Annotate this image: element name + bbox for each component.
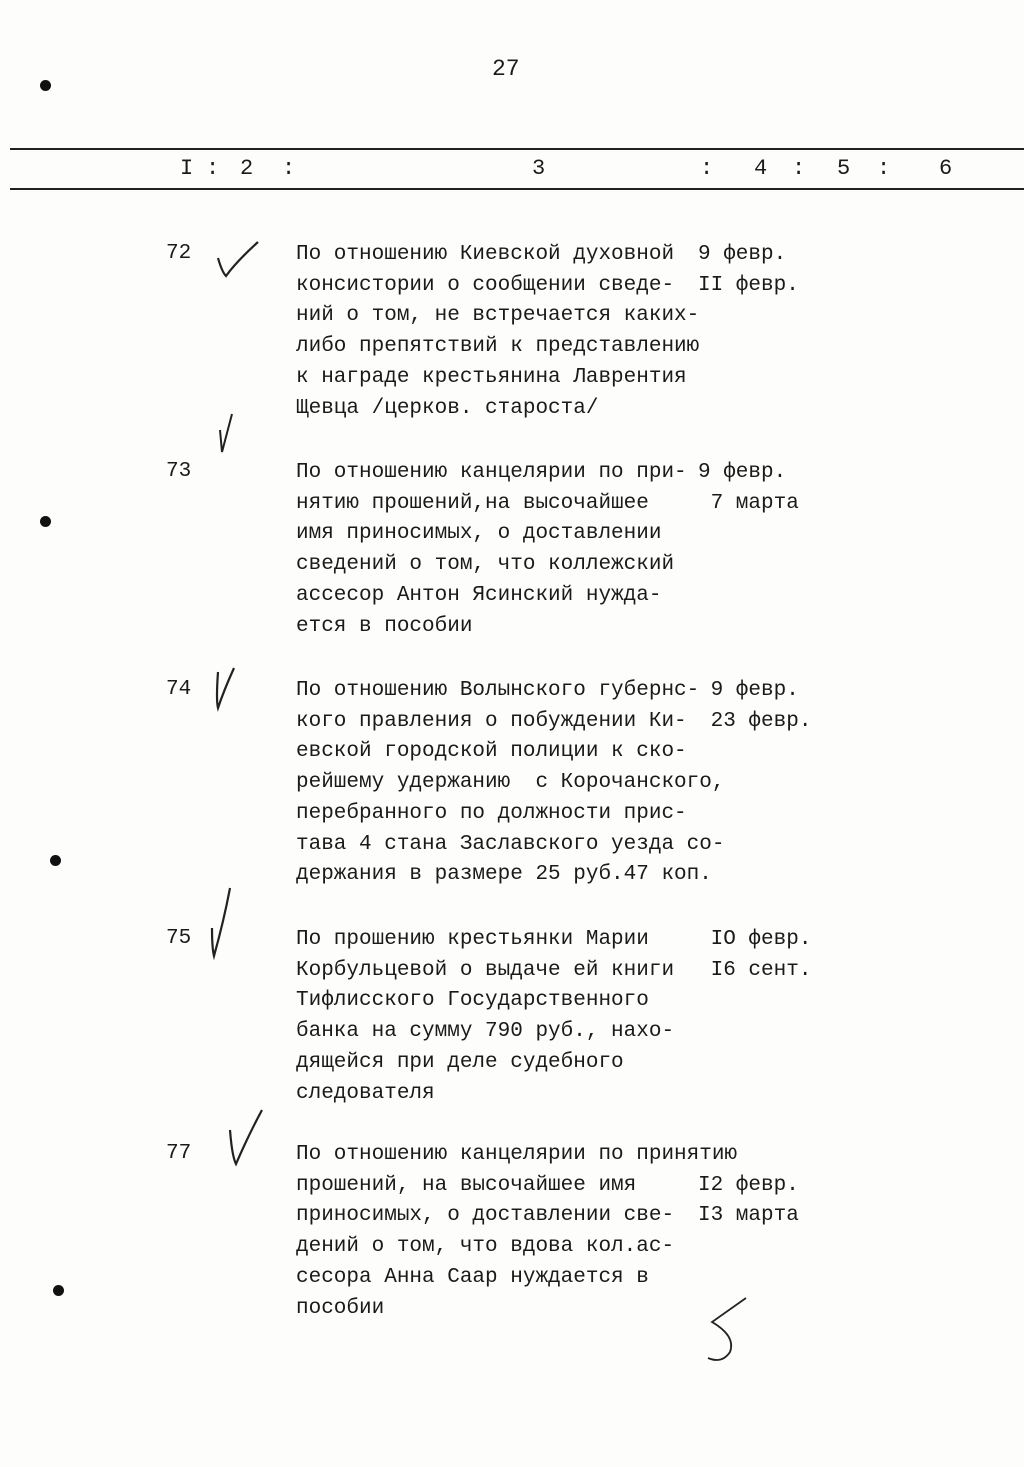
checkmark-icon <box>230 1110 262 1164</box>
entry-date: I6 сент. <box>698 958 812 982</box>
entry-text-line: дящейся при деле судебного <box>296 1050 624 1074</box>
column-separator: : <box>877 156 891 181</box>
entry-text-line: сесора Анна Саар нуждается в <box>296 1265 649 1289</box>
entry-text-line: имя приносимых, о доставлении <box>296 522 662 546</box>
entry-text-line: банка на сумму 790 руб., нахо- <box>296 1020 675 1044</box>
entry-text-line: сведений о том, что коллежский <box>296 553 675 577</box>
entry-text-line: По отношению Волынского губернс- <box>296 679 700 702</box>
entry-number: 73 <box>166 460 192 483</box>
entry-date: 9 февр. <box>698 243 787 266</box>
entry-text-line: ассесор Антон Ясинский нужда- <box>296 583 662 607</box>
entry-text-line: к награде крестьянина Лаврентия <box>296 365 687 389</box>
entry-text-line: приносимых, о доставлении све- <box>296 1204 675 1228</box>
checkmark-icon <box>217 668 234 708</box>
entry-date: I3 марта <box>698 1204 799 1228</box>
entry-text-line: По прошению крестьянки Марии <box>296 928 649 951</box>
entry-text-line: следователя <box>296 1081 435 1105</box>
entry-text-line: Корбульцевой о выдаче ей книги <box>296 958 675 982</box>
entry-text-line: рейшему удержанию с Корочанского, <box>296 771 725 795</box>
page-number: 27 <box>492 56 520 82</box>
entry-text-line: перебранного по должности прис- <box>296 801 687 825</box>
checkmark-icon <box>220 414 232 452</box>
entry-text-line: держания в размере 25 руб.47 коп. <box>296 863 712 887</box>
entry-text-line: Тифлисского Государственного <box>296 989 649 1013</box>
entry-text-line: По отношению канцелярии по принятию <box>296 1143 738 1166</box>
column-3-label: 3 <box>532 156 546 181</box>
entry-text-line: кого правления о побуждении Ки- <box>296 709 687 733</box>
entry-number: 77 <box>166 1142 192 1165</box>
column-separator: : <box>282 156 296 181</box>
margin-note-five <box>708 1298 746 1360</box>
entry-date: 7 марта <box>698 491 799 515</box>
column-5-label: 5 <box>837 156 851 181</box>
checkmark-icon <box>218 242 258 276</box>
entry-text-line: дений о том, что вдова кол.ас- <box>296 1235 675 1259</box>
entry-date: I2 февр. <box>698 1173 799 1197</box>
entry-date: 9 февр. <box>698 679 799 702</box>
entry-text-line: По отношению Киевской духовной <box>296 243 675 266</box>
entry-text-line: нятию прошений,на высочайшее <box>296 491 649 515</box>
entry-text-line: ется в пособии <box>296 614 473 638</box>
column-4-label: 4 <box>754 156 768 181</box>
entry-number: 72 <box>166 242 192 265</box>
column-2-label: 2 <box>240 156 254 181</box>
entry-text-line: прошений, на высочайшее имя <box>296 1173 637 1197</box>
entry-text-line: По отношению канцелярии по при- <box>296 461 687 484</box>
entry-number: 75 <box>166 927 192 950</box>
column-6-label: 6 <box>939 156 953 181</box>
column-1-label: I <box>180 156 194 181</box>
entry-date: II февр. <box>698 273 799 297</box>
column-separator: : <box>700 156 714 181</box>
entry-date: IO февр. <box>698 928 812 951</box>
column-separator: : <box>792 156 806 181</box>
entry-date: 23 февр. <box>698 709 812 733</box>
entry-text-line: либо препятствий к представлению <box>296 335 700 359</box>
entry-text-line: пособии <box>296 1296 385 1320</box>
column-separator: : <box>206 156 220 181</box>
entry-number: 74 <box>166 678 192 701</box>
entry-text-line: консистории о сообщении сведе- <box>296 273 675 297</box>
entry-date: 9 февр. <box>698 461 787 484</box>
checkmark-icon <box>212 888 230 956</box>
entry-text-line: Щевца /церков. староста/ <box>296 396 599 420</box>
entry-text-line: евской городской полиции к ско- <box>296 740 687 764</box>
entry-text-line: ний о том, не встречается каких- <box>296 304 700 328</box>
entry-text-line: тава 4 стана Заславского уезда со- <box>296 832 725 856</box>
